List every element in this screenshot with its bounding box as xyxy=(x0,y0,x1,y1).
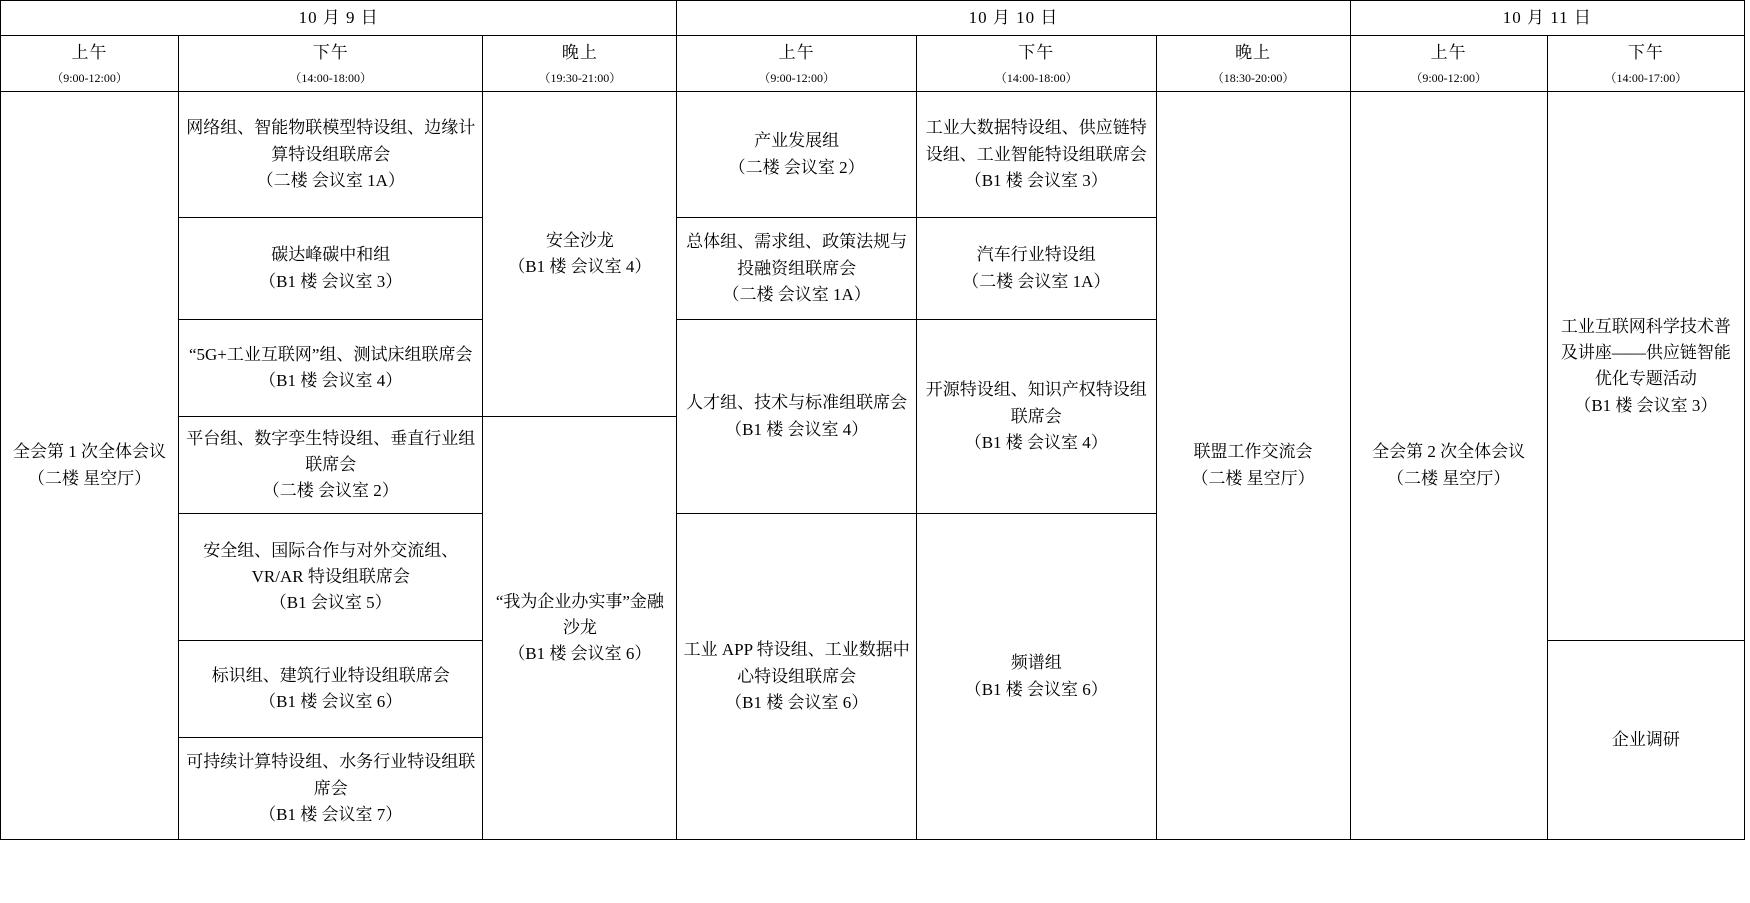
slot-header-oct10-pm xyxy=(916,36,1156,92)
slot-time: （19:30-21:00） xyxy=(538,70,622,85)
slot-label: 上午 xyxy=(1430,43,1467,63)
cell-oct11-pm-1: 工业互联网科学技术普及讲座——供应链智能优化专题活动 （B1 楼 会议室 3） xyxy=(1547,92,1744,641)
cell-oct10-pm-1: 工业大数据特设组、供应链特设组、工业智能特设组联席会 （B1 楼 会议室 3） xyxy=(916,92,1156,218)
slot-time: （14:00-17:00） xyxy=(1604,70,1688,85)
cell-oct11-am: 全会第 2 次全体会议 （二楼 星空厅） xyxy=(1350,92,1547,840)
slot-header-oct9-am xyxy=(1,36,179,92)
cell-oct10-am-4: 工业 APP 特设组、工业数据中心特设组联席会 （B1 楼 会议室 6） xyxy=(677,514,917,840)
slot-time: （9:00-12:00） xyxy=(758,70,835,85)
slot-time: （9:00-12:00） xyxy=(51,70,128,85)
slot-header-row xyxy=(1,36,1745,92)
slot-label: 上午 xyxy=(778,43,815,63)
cell-oct10-pm-2: 汽车行业特设组 （二楼 会议室 1A） xyxy=(916,218,1156,320)
day-header-oct11: 10 月 11 日 xyxy=(1350,1,1744,36)
slot-time: （9:00-12:00） xyxy=(1410,70,1487,85)
cell-oct9-pm-3: “5G+工业互联网”组、测试床组联席会 （B1 楼 会议室 4） xyxy=(179,320,483,417)
slot-time: （14:00-18:00） xyxy=(994,70,1078,85)
slot-label: 上午 xyxy=(71,43,108,63)
cell-oct10-ev: 联盟工作交流会 （二楼 星空厅） xyxy=(1156,92,1350,840)
slot-label: 下午 xyxy=(312,43,349,63)
slot-header-oct9-ev xyxy=(483,36,677,92)
slot-header-oct10-ev xyxy=(1156,36,1350,92)
slot-header-oct10-am xyxy=(677,36,917,92)
slot-header-oct11-am xyxy=(1350,36,1547,92)
cell-oct9-ev-1: 安全沙龙 （B1 楼 会议室 4） xyxy=(483,92,677,417)
cell-oct9-pm-7: 可持续计算特设组、水务行业特设组联席会 （B1 楼 会议室 7） xyxy=(179,738,483,840)
slot-header-oct9-pm xyxy=(179,36,483,92)
cell-oct9-ev-2: “我为企业办实事”金融沙龙 （B1 楼 会议室 6） xyxy=(483,417,677,840)
slot-time: （14:00-18:00） xyxy=(289,70,373,85)
cell-oct9-pm-4: 平台组、数字孪生特设组、垂直行业组联席会 （二楼 会议室 2） xyxy=(179,417,483,514)
cell-oct9-pm-5: 安全组、国际合作与对外交流组、VR/AR 特设组联席会 （B1 会议室 5） xyxy=(179,514,483,641)
cell-oct10-am-2: 总体组、需求组、政策法规与投融资组联席会 （二楼 会议室 1A） xyxy=(677,218,917,320)
slot-label: 晚上 xyxy=(561,43,598,63)
cell-oct9-am-plenary: 全会第 1 次全体会议 （二楼 星空厅） xyxy=(1,92,179,840)
day-header-row xyxy=(1,1,1745,36)
slot-label: 下午 xyxy=(1018,43,1055,63)
slot-header-oct11-pm xyxy=(1547,36,1744,92)
cell-oct9-pm-1: 网络组、智能物联模型特设组、边缘计算特设组联席会 （二楼 会议室 1A） xyxy=(179,92,483,218)
cell-oct11-pm-2: 企业调研 xyxy=(1547,641,1744,840)
table-row xyxy=(1,92,1745,218)
cell-oct10-am-1: 产业发展组 （二楼 会议室 2） xyxy=(677,92,917,218)
day-header-oct9: 10 月 9 日 xyxy=(1,1,677,36)
slot-time: （18:30-20:00） xyxy=(1211,70,1295,85)
slot-label: 下午 xyxy=(1627,43,1664,63)
slot-label: 晚上 xyxy=(1235,43,1272,63)
cell-oct10-pm-4: 频谱组 （B1 楼 会议室 6） xyxy=(916,514,1156,840)
day-header-oct10: 10 月 10 日 xyxy=(677,1,1350,36)
cell-oct9-pm-6: 标识组、建筑行业特设组联席会 （B1 楼 会议室 6） xyxy=(179,641,483,738)
cell-oct10-am-3: 人才组、技术与标准组联席会 （B1 楼 会议室 4） xyxy=(677,320,917,514)
cell-oct10-pm-3: 开源特设组、知识产权特设组联席会 （B1 楼 会议室 4） xyxy=(916,320,1156,514)
cell-oct9-pm-2: 碳达峰碳中和组 （B1 楼 会议室 3） xyxy=(179,218,483,320)
